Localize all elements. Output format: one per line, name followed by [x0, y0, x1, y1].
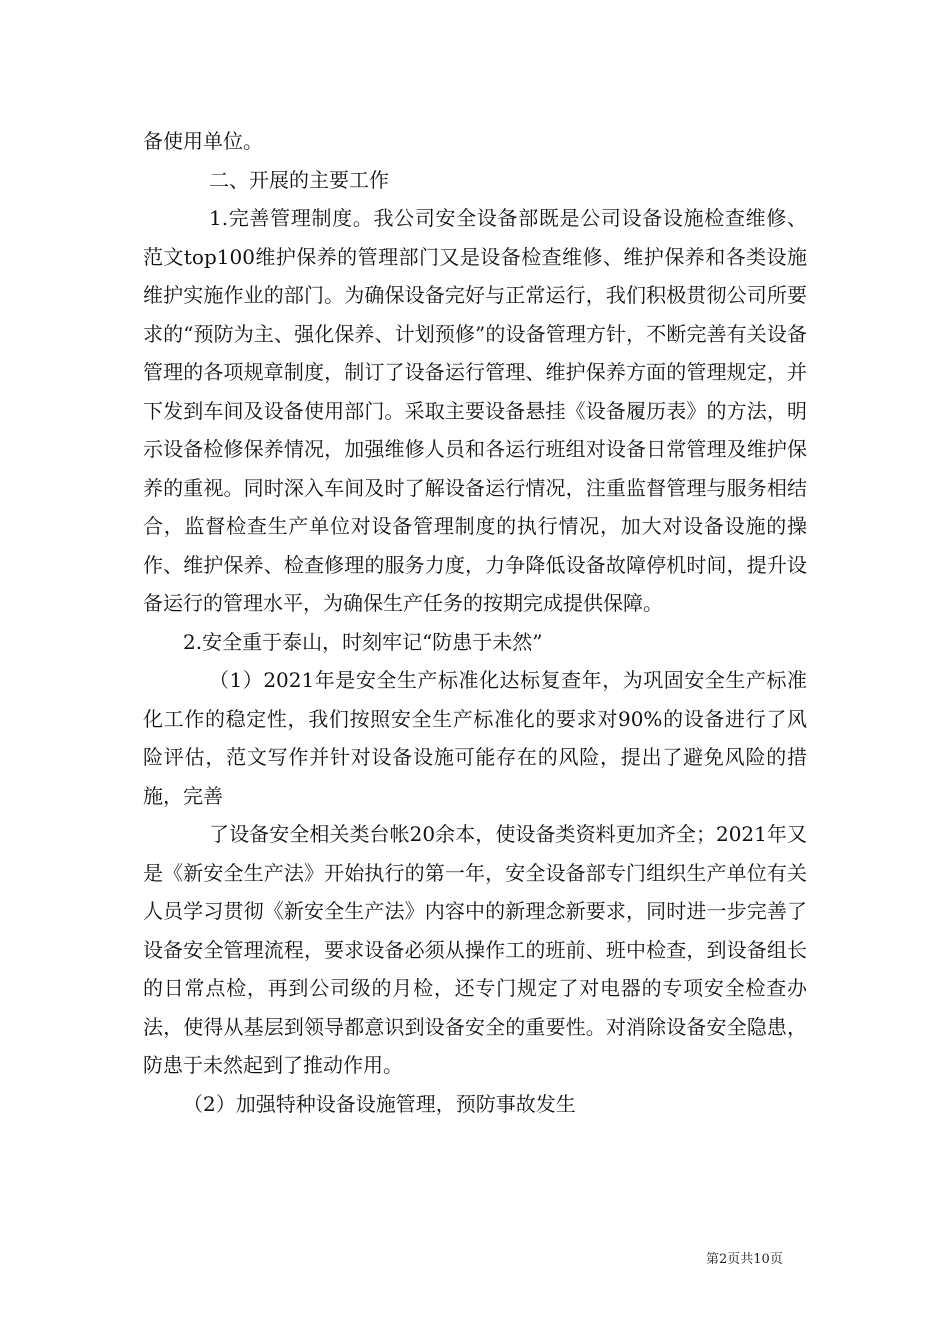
section-heading: 二、开展的主要工作: [209, 167, 389, 192]
paragraph-management-system: 1.完善管理制度。我公司安全设备部既是公司设备设施检查维修、范文top100维护保养的管理部门又是设备检查维修、维护保养和各类设施维护实施作业的部门。为确保设备完好与正常运行，我们积极贯彻公司所要求的“预防为主、强化保养、计划预修”的设备管理方针，不断完善有关设备管理的各项规章制度，制订了设备运行管理、维护保养方面的管理规定，并下发到车间及设备使用部门。采取主要设备悬挂《设备履历表》的方法，明示设备检修保养情况，加强维修人员和各运行班组对设备日常管理及维护保养的重视。同时深入车间及时了解设备运行情况，注重监督管理与服务相结合，监督检查生产单位对设备管理制度的执行情况，加大对设备设施的操作、维护保养、检查修理的服务力度，力争降低设备故障停机时间，提升设备运行的管理水平，为确保生产任务的按期完成提供保障。: [143, 206, 807, 615]
subheading-safety: 2.安全重于泰山，时刻牢记“防患于未然”: [183, 629, 543, 654]
paragraph-standardization: （1）2021年是安全生产标准化达标复查年，为巩固安全生产标准化工作的稳定性，我们按照安全生产标准化的要求对90%的设备进行了风险评估，范文写作并针对设备设施可能存在的风险，提出了避免风险的措施，完善: [143, 668, 807, 808]
document-body: [143, 122, 807, 1123]
paragraph-continuation: 备使用单位。: [143, 129, 263, 153]
subheading-special-equipment: （2）加强特种设备设施管理，预防事故发生: [183, 1091, 576, 1116]
paragraph-ledger: 了设备安全相关类台帐20余本，使设备类资料更加齐全；2021年又是《新安全生产法》开始执行的第一年，安全设备部专门组织生产单位有关人员学习贯彻《新安全生产法》内容中的新理念新要求，同时进一步完善了设备安全管理流程，要求设备必须从操作工的班前、班中检查，到设备组长的日常点检，再到公司级的月检，还专门规定了对电器的专项安全检查办法，使得从基层到领导都意识到设备安全的重要性。对消除设备安全隐患，防患于未然起到了推动作用。: [143, 822, 807, 1077]
page-number: 第2页共10页: [706, 1252, 783, 1267]
